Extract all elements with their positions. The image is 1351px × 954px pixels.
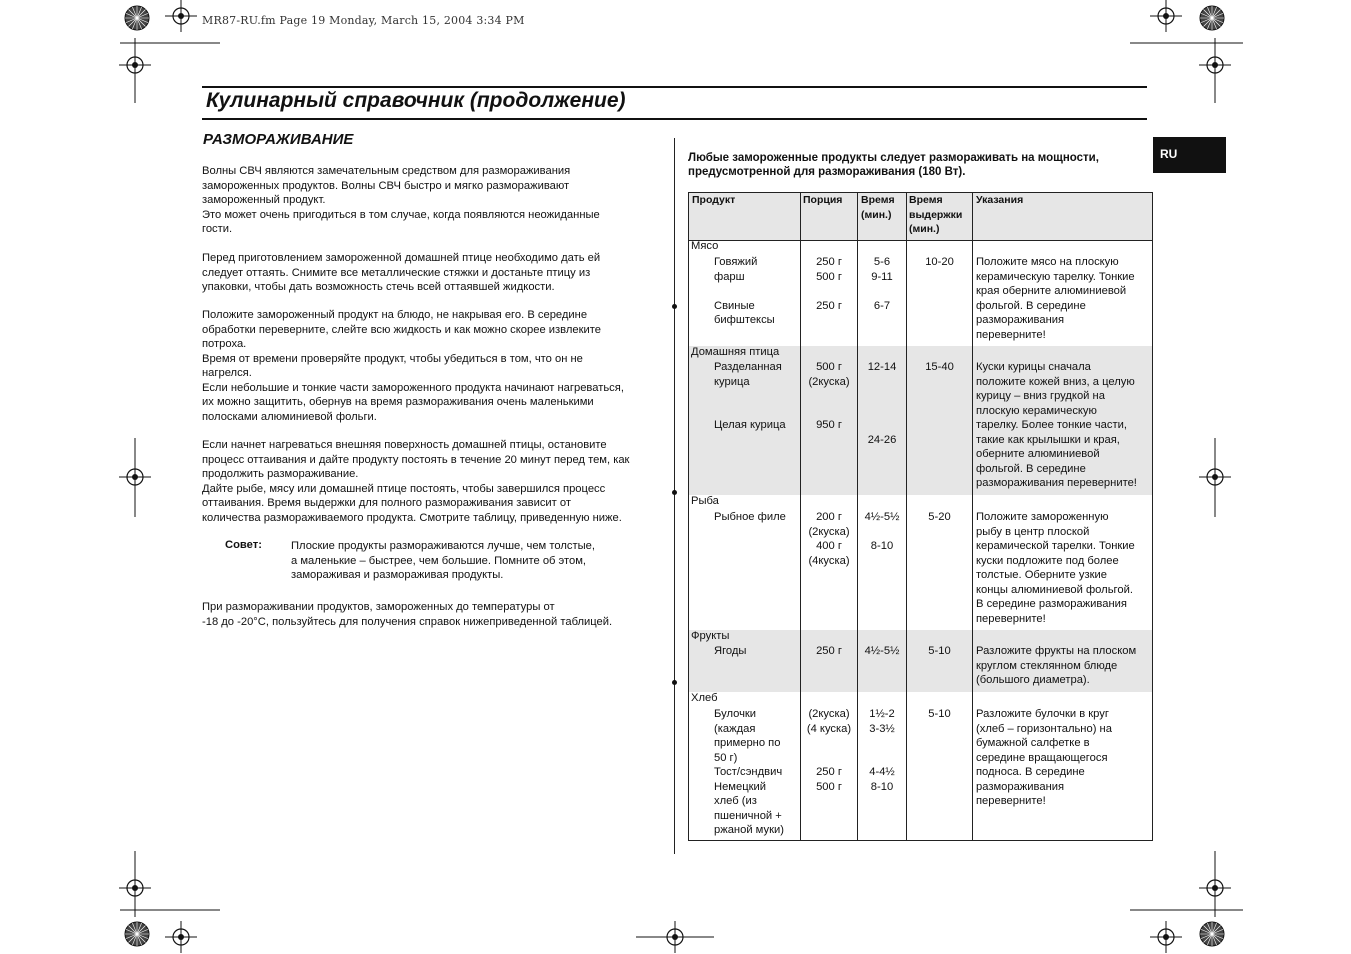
- text-line: фольгой. В середине: [976, 299, 1086, 312]
- text-line: 5-10: [928, 645, 951, 657]
- text-line: 15-40: [925, 361, 954, 373]
- header-line: (мин.): [861, 208, 892, 221]
- text-line: 8-10: [870, 780, 894, 793]
- text-line: Разложите фрукты на плоском: [976, 645, 1137, 657]
- text-line: (4куска): [808, 554, 850, 567]
- section-heading: РАЗМОРАЖИВАНИЕ: [203, 131, 354, 148]
- time-cell: [858, 707, 906, 794]
- text-line: Разделанная: [714, 361, 782, 373]
- text-line: (большого диаметра).: [976, 674, 1090, 686]
- text-line: Рыбное филе: [714, 511, 786, 523]
- portion-cell: [801, 644, 857, 659]
- text-line: При размораживании продуктов, замороженных до температуры от: [202, 601, 555, 613]
- category-meat: Мясо: [691, 240, 719, 252]
- text-line: Ягоды: [714, 645, 747, 657]
- text-line: продолжить размораживание.: [202, 468, 359, 480]
- text-line: толстые. Оберните узкие: [976, 569, 1107, 581]
- category-fish: Рыба: [691, 495, 719, 507]
- page-title: Кулинарный справочник (продолжение): [206, 89, 626, 112]
- text-line: 4-4½: [869, 766, 895, 778]
- table-border-bottom: [688, 840, 1153, 841]
- text-line: края оберните алюминиевой: [976, 285, 1127, 297]
- text-line: 8-10: [870, 540, 894, 552]
- text-line: положите кожей вниз, а целую: [976, 375, 1135, 388]
- text-line: 200 г: [816, 511, 842, 523]
- tip-text: [291, 539, 595, 583]
- time-cell: [858, 510, 906, 554]
- text-line: керамической тарелки. Тонкие: [976, 540, 1135, 552]
- tip-label: Совет:: [225, 539, 262, 551]
- header-portion: Порция: [803, 194, 843, 206]
- text-line: бифштексы: [714, 314, 775, 326]
- title-rule-bottom: [202, 118, 1147, 120]
- text-line: середине вращающегося: [976, 751, 1108, 764]
- product-cell: [714, 510, 786, 525]
- text-line: куски подложите под более: [976, 554, 1119, 567]
- text-line: 5-6: [873, 256, 891, 268]
- notes-cell: [976, 707, 1112, 809]
- text-line: Свиные: [714, 299, 755, 312]
- time-cell: [858, 644, 906, 659]
- standing-cell: [907, 707, 972, 722]
- header-line: (мин.): [909, 223, 940, 235]
- text-line: хлеб (из: [714, 795, 757, 807]
- text-line: плоскую керамическую: [976, 404, 1097, 417]
- product-cell: [714, 707, 784, 838]
- text-line: а маленькие – быстрее, чем большие. Помните об этом,: [291, 554, 587, 567]
- text-line: 4½-5½: [864, 511, 900, 523]
- text-line: подноса. В середине: [976, 766, 1085, 778]
- text-line: (каждая: [714, 722, 756, 735]
- text-line: размораживания переверните!: [976, 477, 1137, 489]
- header-standing: [909, 193, 962, 237]
- text-line: их можно защитить, обернув на время размораживания очень маленькими: [202, 396, 594, 408]
- text-line: круглом стеклянном блюде: [976, 659, 1118, 672]
- text-line: Время от времени проверяйте продукт, чтобы убедиться в том, что он не: [202, 352, 583, 365]
- text-line: Перед приготовлением замороженной домашней птице необходимо дать ей: [202, 252, 601, 264]
- text-line: замороженных продуктов. Волны СВЧ быстро и мягко размораживают: [202, 179, 570, 192]
- category-fruit: Фрукты: [691, 630, 730, 642]
- paragraph-poultry: [202, 251, 662, 295]
- standing-cell: [907, 644, 972, 659]
- text-line: (2куска): [808, 375, 850, 388]
- notes-cell: [976, 255, 1135, 342]
- text-line: переверните!: [976, 328, 1046, 341]
- text-line: фарш: [714, 270, 745, 283]
- text-line: количества размораживаемого продукта. Смотрите таблицу, приведенную ниже.: [202, 511, 622, 524]
- text-line: пшеничной +: [714, 809, 782, 822]
- table-header-rule: [688, 240, 1153, 241]
- text-line: 12-14: [867, 361, 897, 373]
- text-line: 500 г: [816, 780, 842, 793]
- text-line: Положите замороженный продукт на блюдо, не накрывая его. В середине: [202, 309, 588, 321]
- margin-bullet: [672, 304, 677, 309]
- text-line: Плоские продукты размораживаются лучше, чем толстые,: [291, 540, 595, 552]
- text-line: Целая курица: [714, 419, 786, 431]
- text-line: следует оттаять. Снимите все металлические стяжки и достаньте птицу из: [202, 266, 591, 279]
- text-line: 9-11: [871, 270, 893, 283]
- language-tab: RU: [1153, 137, 1226, 173]
- text-line: замораживая и размораживая продукты.: [291, 569, 504, 581]
- product-cell: [714, 644, 746, 659]
- text-line: Если небольшие и тонкие части замороженного продукта начинают нагреваться,: [202, 381, 624, 394]
- text-line: 1½-2: [869, 708, 895, 720]
- text-line: Тост/сэндвич: [714, 766, 783, 778]
- text-line: оберните алюминиевой: [976, 448, 1100, 460]
- text-line: Любые замороженные продукты следует размораживать на мощности,: [688, 152, 1099, 164]
- text-line: 6-7: [873, 299, 891, 312]
- text-line: тарелку. Более тонкие части,: [976, 419, 1127, 431]
- text-line: упаковки, чтобы дать возможность стечь всей оттаявшей жидкости.: [202, 281, 555, 293]
- text-line: фольгой. В середине: [976, 462, 1086, 475]
- standing-cell: [907, 360, 972, 375]
- text-line: 4½-5½: [864, 645, 900, 657]
- text-line: 500 г: [816, 361, 842, 373]
- file-header-line: MR87-RU.fm Page 19 Monday, March 15, 2004 3:34 PM: [202, 14, 525, 27]
- text-line: бумажной салфетке в: [976, 737, 1090, 749]
- text-line: переверните!: [976, 795, 1046, 807]
- text-line: Волны СВЧ являются замечательным средством для размораживания: [202, 165, 571, 177]
- portion-cell: [801, 510, 857, 568]
- category-poultry: Домашняя птица: [691, 346, 780, 358]
- text-line: предусмотренной для размораживания (180 Вт).: [688, 166, 966, 178]
- margin-bullet: [672, 680, 677, 685]
- text-line: Это может очень пригодиться в том случае, когда появляются неожиданные: [202, 208, 600, 221]
- text-line: рыбу в центр плоской: [976, 525, 1090, 538]
- text-line: 250 г: [816, 766, 842, 778]
- standing-cell: [907, 510, 972, 525]
- paragraph-intro: [202, 164, 662, 237]
- text-line: Если начнет нагреваться внешняя поверхность домашней птицы, остановите: [202, 439, 607, 451]
- notes-cell: [976, 644, 1136, 688]
- text-line: концы алюминиевой фольгой.: [976, 583, 1133, 596]
- standing-cell: [907, 255, 972, 270]
- text-line: (4 куска): [806, 722, 852, 735]
- col-sep: [972, 192, 973, 841]
- margin-bullet: [672, 490, 677, 495]
- title-rule-top: [202, 86, 1147, 88]
- text-line: -18 до -20°C, пользуйтесь для получения справок нижеприведенной таблицей.: [202, 615, 613, 628]
- notes-cell: [976, 360, 1137, 491]
- text-line: В середине размораживания: [976, 598, 1127, 610]
- text-line: 10-20: [925, 256, 954, 268]
- text-line: Говяжий: [714, 256, 758, 268]
- notes-cell: [976, 510, 1135, 626]
- text-line: 250 г: [816, 645, 842, 657]
- text-line: Булочки: [714, 708, 757, 720]
- text-line: 950 г: [816, 419, 842, 431]
- text-line: Разложите булочки в круг: [976, 708, 1109, 720]
- text-line: (2куска): [808, 525, 850, 538]
- table-border-right: [1152, 192, 1153, 841]
- text-line: 250 г: [816, 299, 842, 312]
- product-cell: [714, 360, 786, 433]
- text-line: замороженный продукт.: [202, 194, 326, 206]
- table-intro: [688, 151, 1099, 179]
- header-time: [861, 193, 895, 222]
- portion-cell: [801, 360, 857, 433]
- text-line: 24-26: [867, 433, 897, 446]
- text-line: Немецкий: [714, 780, 767, 793]
- portion-cell: [801, 707, 857, 794]
- table-border-left: [688, 192, 689, 841]
- header-line: выдержки: [909, 208, 963, 221]
- text-line: гости.: [202, 223, 233, 235]
- text-line: потроха.: [202, 338, 247, 350]
- paragraph-standing: [202, 438, 662, 525]
- text-line: полосками алюминиевой фольги.: [202, 410, 377, 423]
- header-line: Время: [909, 194, 943, 206]
- category-bread: Хлеб: [691, 692, 718, 704]
- text-line: размораживания: [976, 780, 1065, 793]
- text-line: Положите замороженную: [976, 511, 1109, 523]
- text-line: переверните!: [976, 612, 1046, 625]
- text-line: 400 г: [816, 540, 842, 552]
- text-line: керамическую тарелку. Тонкие: [976, 270, 1135, 283]
- portion-cell: [801, 255, 857, 313]
- paragraph-closing: [202, 600, 662, 629]
- header-product: Продукт: [692, 194, 736, 206]
- text-line: Куски курицы сначала: [976, 361, 1091, 373]
- time-cell: [858, 360, 906, 447]
- text-line: 5-10: [928, 708, 951, 720]
- text-line: 50 г): [714, 751, 738, 764]
- text-line: курица: [714, 375, 750, 388]
- header-notes: Указания: [976, 194, 1024, 206]
- text-line: Положите мясо на плоскую: [976, 256, 1119, 268]
- text-line: (2куска): [808, 708, 850, 720]
- text-line: 500 г: [816, 270, 842, 283]
- text-line: оттаивания. Время выдержки для полного размораживания зависит от: [202, 497, 572, 509]
- text-line: (хлеб – горизонтально) на: [976, 722, 1112, 735]
- text-line: 3-3½: [869, 722, 895, 735]
- text-line: такие как крылышки и края,: [976, 433, 1120, 446]
- paragraph-placement: [202, 308, 662, 424]
- product-cell: [714, 255, 775, 328]
- text-line: курицу – вниз грудкой на: [976, 390, 1105, 402]
- text-line: 250 г: [816, 256, 842, 268]
- text-line: размораживания: [976, 314, 1065, 326]
- column-divider: [674, 138, 675, 854]
- text-line: нагрелся.: [202, 367, 252, 379]
- text-line: примерно по: [714, 737, 781, 749]
- text-line: процесс оттаивания и дайте продукту постоять в течение 20 минут перед тем, как: [202, 453, 630, 466]
- text-line: ржаной муки): [714, 824, 784, 836]
- time-cell: [858, 255, 906, 313]
- text-line: 5-20: [928, 511, 951, 523]
- text-line: обработки переверните, слейте всю жидкость и как можно скорее извлеките: [202, 323, 601, 336]
- text-line: Дайте рыбе, мясу или домашней птице постоять, чтобы завершился процесс: [202, 482, 606, 495]
- header-line: Время: [861, 194, 895, 206]
